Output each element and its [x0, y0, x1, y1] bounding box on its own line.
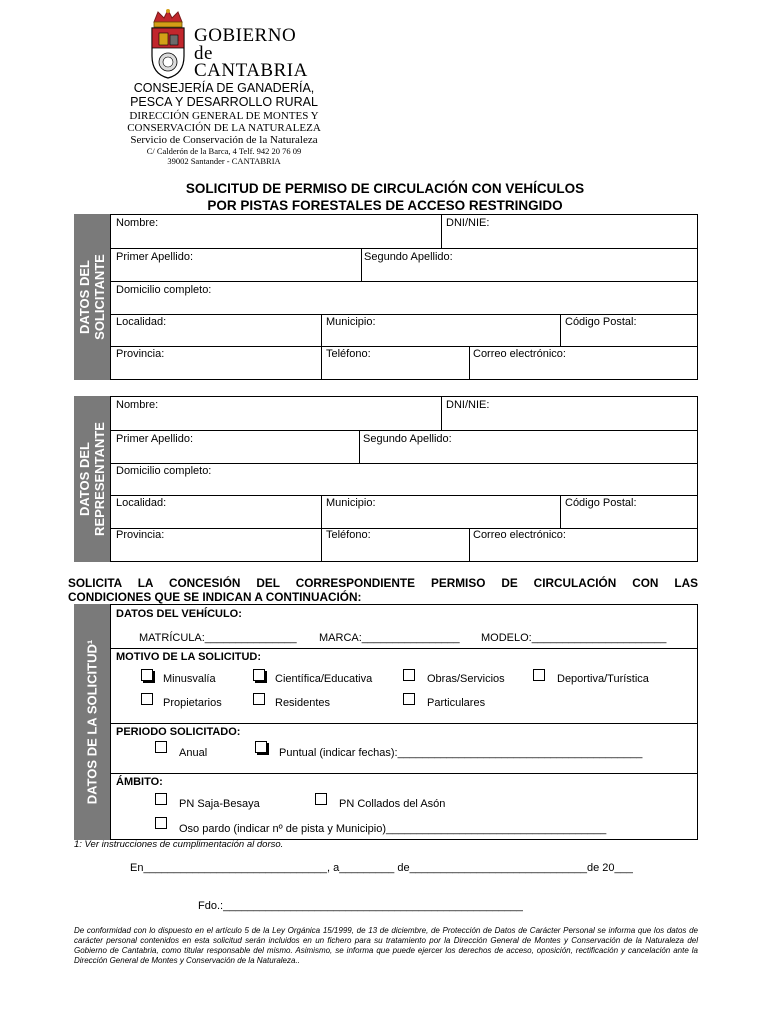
coat-of-arms-logo	[146, 8, 190, 80]
solicitante-correo-field[interactable]: Correo electrónico:	[473, 348, 566, 360]
cientifica-label: Científica/Educativa	[275, 673, 373, 685]
solicitante-nombre-field[interactable]: Nombre:	[116, 217, 159, 229]
logo-cantabria: CANTABRIA	[194, 60, 308, 81]
pn-collados-label: PN Collados del Asón	[339, 798, 446, 810]
logo-de: de	[194, 43, 213, 64]
solicitante-side-label-1: DATOS DEL	[77, 260, 92, 334]
solicitante-segundo-apellido-field[interactable]: Segundo Apellido:	[364, 251, 453, 263]
representante-nombre-field[interactable]: Nombre:	[116, 399, 159, 411]
ambito-section-title: ÁMBITO:	[116, 776, 163, 788]
representante-section	[110, 396, 698, 562]
residentes-checkbox[interactable]	[253, 693, 265, 705]
propietarios-label: Propietarios	[163, 697, 222, 709]
representante-codigo-postal-field[interactable]: Código Postal:	[565, 497, 637, 509]
solicitante-dni-field[interactable]: DNI/NIE:	[446, 217, 490, 229]
solicitante-section	[110, 214, 698, 380]
direccion-line-2: CONSERVACIÓN DE LA NATURALEZA	[127, 122, 321, 134]
obras-checkbox[interactable]	[403, 669, 415, 681]
representante-localidad-field[interactable]: Localidad:	[116, 497, 167, 509]
vehiculo-section-title: DATOS DEL VEHÍCULO:	[116, 608, 242, 620]
instructions-note: 1: Ver instrucciones de cumplimentación al dorso.	[74, 839, 284, 850]
consejeria-line-2: PESCA Y DESARROLLO RURAL	[130, 95, 318, 109]
obras-label: Obras/Servicios	[427, 673, 505, 685]
oso-pardo-checkbox[interactable]	[155, 817, 167, 829]
cientifica-checkbox[interactable]	[253, 669, 265, 681]
representante-provincia-field[interactable]: Provincia:	[116, 529, 165, 541]
modelo-field[interactable]: MODELO:______________________	[481, 632, 667, 644]
solicita-heading-line-2: CONDICIONES QUE SE INDICAN A CONTINUACIÓN:	[68, 590, 362, 604]
anual-label: Anual	[179, 747, 208, 759]
address-line-2: 39002 Santander - CANTABRIA	[167, 156, 281, 166]
pn-saja-label: PN Saja-Besaya	[179, 798, 260, 810]
representante-domicilio-field[interactable]: Domicilio completo:	[116, 465, 212, 477]
particulares-checkbox[interactable]	[403, 693, 415, 705]
signature-field[interactable]: Fdo.:_________________________________________________	[198, 900, 523, 912]
solicitante-domicilio-field[interactable]: Domicilio completo:	[116, 284, 212, 296]
deportiva-checkbox[interactable]	[533, 669, 545, 681]
representante-dni-field[interactable]: DNI/NIE:	[446, 399, 490, 411]
solicitante-localidad-field[interactable]: Localidad:	[116, 316, 167, 328]
representante-side-label-1: DATOS DEL	[77, 442, 92, 516]
address-line-1: C/ Calderón de la Barca, 4 Telf. 942 20 76 09	[146, 146, 302, 156]
solicita-heading-line-1: SOLICITA LA CONCESIÓN DEL CORRESPONDIENTE PERMISO DE CIRCULACIÓN CON LAS	[68, 576, 698, 590]
minusvalia-label: Minusvalía	[163, 673, 216, 685]
solicitante-municipio-field[interactable]: Municipio:	[326, 316, 376, 328]
solicitante-provincia-field[interactable]: Provincia:	[116, 348, 165, 360]
representante-side-label-2: REPRESENTANTE	[92, 422, 107, 536]
solicitante-telefono-field[interactable]: Teléfono:	[326, 348, 371, 360]
pn-collados-checkbox[interactable]	[315, 793, 327, 805]
periodo-section-title: PERIODO SOLICITADO:	[116, 726, 241, 738]
puntual-dates-field[interactable]: Puntual (indicar fechas):________________________________________	[279, 747, 643, 759]
marca-field[interactable]: MARCA:________________	[319, 632, 460, 644]
solicitud-section	[110, 604, 698, 840]
solicitud-sidebar	[74, 604, 110, 840]
particulares-label: Particulares	[427, 697, 486, 709]
direccion-line-1: DIRECCIÓN GENERAL DE MONTES Y	[129, 110, 319, 122]
propietarios-checkbox[interactable]	[141, 693, 153, 705]
representante-telefono-field[interactable]: Teléfono:	[326, 529, 371, 541]
pn-saja-checkbox[interactable]	[155, 793, 167, 805]
solicitante-side-label-2: SOLICITANTE	[92, 254, 107, 340]
puntual-checkbox[interactable]	[255, 741, 267, 753]
matricula-field[interactable]: MATRÍCULA:_______________	[139, 632, 297, 644]
servicio-line: Servicio de Conservación de la Naturaleza	[130, 134, 318, 146]
motivo-section-title: MOTIVO DE LA SOLICITUD:	[116, 651, 262, 663]
residentes-label: Residentes	[275, 697, 331, 709]
logo-gobierno: GOBIERNO	[194, 25, 297, 46]
deportiva-label: Deportiva/Turística	[557, 673, 649, 685]
oso-pardo-field[interactable]: Oso pardo (indicar nº de pista y Municipio)____________________________________	[179, 823, 607, 835]
consejeria-line-1: CONSEJERÍA DE GANADERÍA,	[133, 81, 315, 95]
data-protection-notice: De conformidad con lo dispuesto en el artículo 5 de la Ley Orgánica 15/1999, de 13 de diciembre, de Protección de Datos de Carácter Personal se informa que los datos de carácter personal contenidos en esta solicitud serán incluidos en un fichero para su tratamiento por la Dirección General de Montes y Conservación de la Naturaleza del Gobierno de Cantabria, como titular responsable del mismo. Asimismo, se informa que puede ejercer los derechos de acceso, oposición, rectificación y cancelación ante la Dirección General de Montes y Conservación de la Naturaleza..	[74, 926, 698, 965]
representante-sidebar	[74, 396, 110, 562]
form-title-line-1: SOLICITUD DE PERMISO DE CIRCULACIÓN CON VEHÍCULOS	[185, 181, 585, 196]
solicitud-side-label: DATOS DE LA SOLICITUD¹	[84, 639, 100, 805]
anual-checkbox[interactable]	[155, 741, 167, 753]
form-title-line-2: POR PISTAS FORESTALES DE ACCESO RESTRINGIDO	[207, 198, 563, 213]
solicitante-codigo-postal-field[interactable]: Código Postal:	[565, 316, 637, 328]
representante-primer-apellido-field[interactable]: Primer Apellido:	[116, 433, 194, 445]
solicitante-sidebar	[74, 214, 110, 380]
representante-municipio-field[interactable]: Municipio:	[326, 497, 376, 509]
minusvalia-checkbox[interactable]	[141, 669, 153, 681]
representante-correo-field[interactable]: Correo electrónico:	[473, 529, 566, 541]
representante-segundo-apellido-field[interactable]: Segundo Apellido:	[363, 433, 452, 445]
solicitante-primer-apellido-field[interactable]: Primer Apellido:	[116, 251, 194, 263]
place-date-field[interactable]: En______________________________, a_________ de_____________________________de 20___	[130, 862, 633, 874]
